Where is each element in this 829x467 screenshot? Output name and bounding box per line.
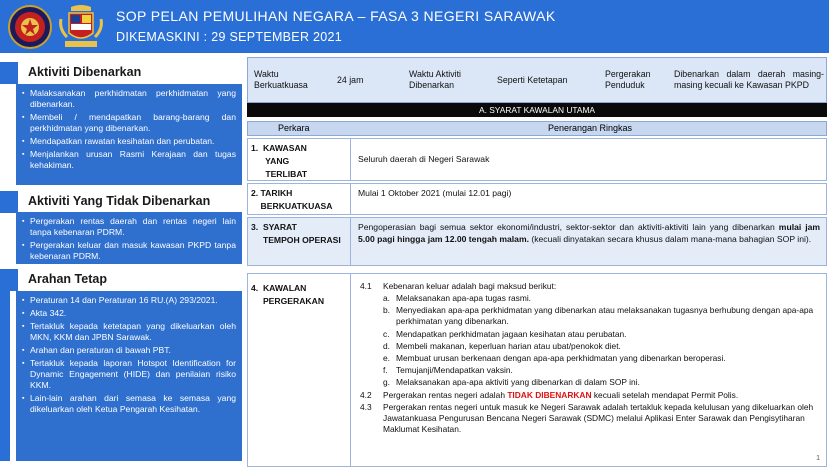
- sub-letter: d.: [383, 341, 390, 351]
- item-text: Kebenaran keluar adalah bagi maksud berikut:: [383, 281, 557, 291]
- section-box-arahan-tetap: [16, 291, 242, 461]
- list-item: ▪ Pergerakan rentas daerah dan rentas negeri lain tanpa kebenaran PDRM.: [22, 216, 236, 238]
- page-title: SOP PELAN PEMULIHAN NEGARA – FASA 3 NEGERI SARAWAK: [116, 8, 556, 24]
- sub-text: Temujanji/Mendapatkan vaksin.: [396, 365, 513, 375]
- page-number: 1: [816, 455, 820, 462]
- list-item: ▪ Tertakluk kepada ketetapan yang dikeluarkan oleh MKN, KKM dan JPBN Sarawak.: [22, 321, 236, 343]
- list-item: ▪ Lain-lain arahan dari semasa ke semasa yang dikeluarkan oleh Ketua Pengarah Kesihatan.: [22, 393, 236, 415]
- sub-letter: f.: [383, 365, 388, 375]
- section-banner: A. SYARAT KAWALAN UTAMA: [247, 103, 827, 117]
- list-item: ▪ Membeli / mendapatkan barang-barang dan perkhidmatan yang dibenarkan.: [22, 112, 236, 134]
- row-text: Pengoperasian bagi semua sektor ekonomi/industri, sektor-sektor dan aktiviti-aktiviti lain yang dibenarkan: [358, 222, 779, 232]
- sub-letter: b.: [383, 305, 390, 315]
- section-box-dibenarkan: [16, 84, 242, 185]
- table-row: [247, 273, 827, 467]
- police-crest-icon: [8, 5, 52, 49]
- list-item: ▪ Mendapatkan rawatan kesihatan dan perubatan.: [22, 136, 236, 147]
- col-perkara: Perkara: [278, 123, 310, 133]
- aktiviti-label: Waktu Aktiviti Dibenarkan: [409, 69, 461, 90]
- summary-row: [247, 57, 827, 103]
- list-item: ▪ Pergerakan keluar dan masuk kawasan PKPD tanpa kebenaran PDRM.: [22, 240, 236, 262]
- item-text: Pergerakan rentas negeri untuk masuk ke Negeri Sarawak adalah tertakluk kepada kelulusan yang dikeluarkan oleh Jawatankuasa Pengurusan Bencana Negeri Sarawak (SDMC) melalui Aplikasi Enter Sarawak dan Pengisytiharan Maklumat Kesihatan.: [383, 402, 814, 434]
- sub-letter: c.: [383, 329, 390, 339]
- table-row: [247, 138, 827, 181]
- row-value: [352, 218, 826, 265]
- item-number: 4.1: [360, 281, 372, 291]
- list-item: ▪ Malaksanakan perkhidmatan perkhidmatan yang dibenarkan.: [22, 88, 236, 110]
- sub-letter: a.: [383, 293, 390, 303]
- not-allowed-label: TIDAK DIBENARKAN: [507, 390, 592, 400]
- list-item: ▪ Tertakluk kepada laporan Hotspot Identification for Dynamic Engagement (HIDE) dan penilaian risiko KKM.: [22, 358, 236, 391]
- row-label: 3. SYARAT TEMPOH OPERASI: [248, 218, 351, 265]
- row-label: 2. TARIKH BERKUATKUASA: [248, 184, 351, 214]
- page-subtitle: DIKEMASKINI : 29 SEPTEMBER 2021: [116, 30, 343, 44]
- sub-text: Membeli makanan, keperluan harian atau ubat/penokok diet.: [396, 341, 621, 351]
- row-value: [352, 274, 826, 466]
- section-box-tidak-dibenarkan: [16, 212, 242, 264]
- item-text-part: Pergerakan rentas negeri adalah: [383, 390, 508, 400]
- row-label: 4. KAWALAN PERGERAKAN: [248, 274, 351, 466]
- row-text-bold: mulai jam 5.00 pagi hingga jam 12.00 tengah malam.: [358, 222, 820, 244]
- aktiviti-value: Seperti Ketetapan: [497, 74, 568, 85]
- item-number: 4.3: [360, 402, 372, 412]
- page-header: [0, 0, 829, 53]
- list-item: ▪ Menjalankan urusan Rasmi Kerajaan dan tugas kehakiman.: [22, 149, 236, 171]
- item-text-part: kecuali setelah mendapat Permit Polis.: [591, 390, 739, 400]
- sub-text: Melaksanakan apa-apa aktiviti yang dibenarkan di dalam SOP ini.: [396, 377, 640, 387]
- col-penerangan: Penerangan Ringkas: [548, 123, 633, 133]
- section-title-dibenarkan: Aktiviti Dibenarkan: [10, 62, 242, 84]
- section-title-tidak-dibenarkan: Aktiviti Yang Tidak Dibenarkan: [10, 191, 242, 213]
- row-label: 1. KAWASAN YANG TERLIBAT: [248, 139, 351, 180]
- sub-letter: e.: [383, 353, 390, 363]
- sub-letter: g.: [383, 377, 390, 387]
- item-number: 4.2: [360, 390, 372, 400]
- row-value: Mulai 1 Oktober 2021 (mulai 12.01 pagi): [358, 188, 512, 198]
- sub-text: Mendapatkan perkhidmatan jagaan kesihatan atau perubatan.: [396, 329, 627, 339]
- row-text: (kecuali dinyatakan secara khusus dalam mana-mana bahagian SOP ini).: [528, 233, 812, 244]
- pergerakan-value: Dibenarkan dalam daerah masing-masing kecuali ke Kawasan PKPD: [674, 69, 824, 90]
- coat-of-arms-icon: [57, 3, 105, 49]
- table-row: [247, 217, 827, 266]
- item-text: [383, 390, 738, 401]
- list-item: ▪ Arahan dan peraturan di bawah PBT.: [22, 345, 236, 356]
- left-strip: [0, 291, 10, 461]
- pergerakan-label: Pergerakan Penduduk: [605, 69, 651, 90]
- list-item: ▪ Akta 342.: [22, 308, 236, 319]
- list-item: ▪ Peraturan 14 dan Peraturan 16 RU.(A) 293/2021.: [22, 295, 236, 306]
- table-header: [247, 121, 827, 136]
- waktu-value: 24 jam: [337, 74, 364, 85]
- waktu-label: Waktu Berkuatkuasa: [254, 69, 308, 90]
- table-row: [247, 183, 827, 215]
- sub-text: Menyediakan apa-apa perkhidmatan yang dibenarkan atau melaksanakan tugasnya berhubung dengan apa-apa perkhimatan yang dibenarkan.: [396, 305, 814, 326]
- row-value: Seluruh daerah di Negeri Sarawak: [358, 154, 490, 164]
- sub-text: Membuat urusan berkenaan dengan apa-apa perkhidmatan yang dibenarkan beroperasi.: [396, 353, 726, 363]
- section-title-arahan-tetap: Arahan Tetap: [10, 269, 242, 291]
- sub-text: Melaksanakan apa-apa tugas rasmi.: [396, 293, 532, 303]
